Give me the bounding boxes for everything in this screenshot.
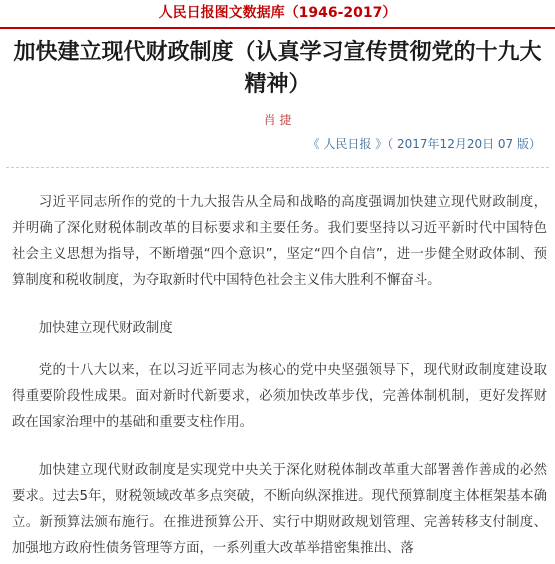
- section-subheading: 加快建立现代财政制度: [38, 321, 173, 336]
- article-author: 肖 捷: [263, 113, 292, 127]
- article-title: 加快建立现代财政制度（认真学习宣传贯彻党的十九大精神）: [13, 40, 542, 97]
- paragraph: 加快建立现代财政制度是实现党中央关于深化财税体制改革重大部署善作善成的必然要求。过去5年，财税领域改革多点突破，不断向纵深推进。现代预算制度主体框架基本确立。新预算法颁布施行。在推进预算公开、实行中期财政规划管理、完善转移支付制度、加强地方政府性债务管理等方面，一系列重大改革举措密集推出、落: [12, 463, 547, 556]
- article-source-link[interactable]: 《 人民日报 》（ 2017年12月20日 07 版）: [307, 137, 541, 151]
- paragraph: 习近平同志所作的党的十九大报告从全局和战略的高度强调加快建立现代财政制度，并明确了深化财税体制改革的目标要求和主要任务。我们要坚持以习近平新时代中国特色社会主义思想为指导，不断增强“四个意识”，坚定“四个自信”，进一步健全财政体制、预算制度和税收制度，为夺取新时代中国特色社会主义伟大胜利不懈奋斗。: [12, 195, 547, 288]
- paragraph: 党的十八大以来，在以习近平同志为核心的党中央坚强领导下，现代财政制度建设取得重要阶段性成果。面对新时代新要求，必须加快改革步伐，完善体制机制，更好发挥财政在国家治理中的基础和重要支柱作用。: [12, 363, 547, 430]
- database-title: 人民日报图文数据库（1946-2017）: [158, 5, 397, 21]
- database-header: [0, 0, 555, 27]
- header-divider: [0, 27, 555, 29]
- article-body: [0, 190, 555, 562]
- source-divider: [6, 167, 549, 168]
